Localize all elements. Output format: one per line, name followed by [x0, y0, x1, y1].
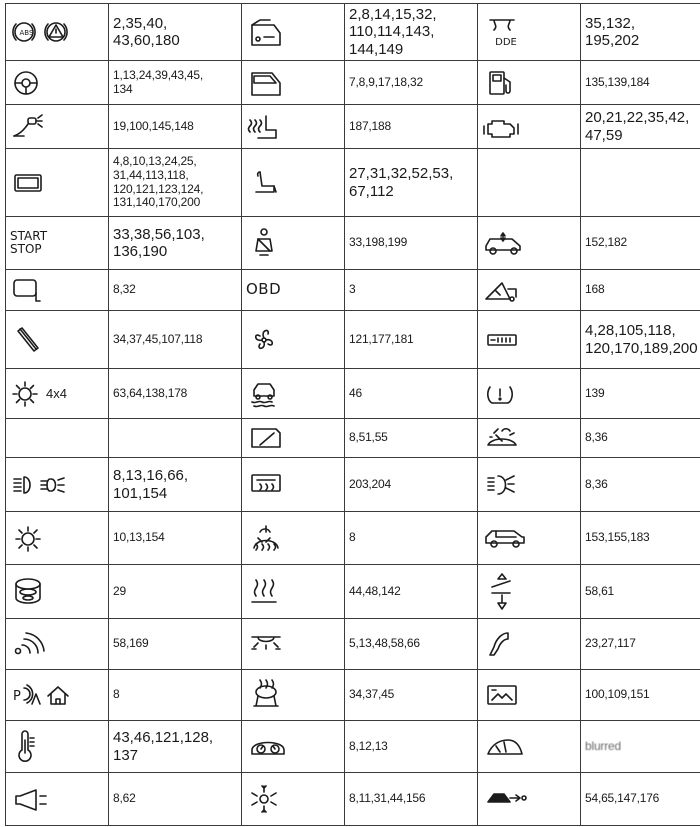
fuse-numbers-cell	[345, 105, 478, 149]
icon-cell	[478, 369, 581, 419]
icon-cell	[478, 149, 581, 217]
heated-seat-icon	[246, 112, 282, 142]
icon-cell	[478, 105, 581, 149]
windshield-washer-icon	[482, 423, 522, 453]
fuse-numbers-cell	[345, 512, 478, 565]
fuse-numbers: 10,13,154	[113, 530, 165, 545]
icon-cell	[242, 217, 345, 270]
car-level-icon	[482, 228, 526, 258]
fuse-numbers: 7,8,9,17,18,32	[349, 74, 423, 89]
fuse-numbers: 135,139,184	[585, 74, 650, 89]
icon-label: 4x4	[46, 386, 67, 401]
wireless-key-icon	[10, 629, 46, 659]
table-row	[6, 270, 700, 311]
fuse-numbers-cell	[109, 105, 242, 149]
icon-cell	[6, 311, 109, 369]
fuse-numbers: 1,13,24,39,43,45, 134	[113, 67, 204, 96]
fuse-numbers: 8,13,16,66, 101,154	[113, 467, 189, 502]
heater-icon	[246, 576, 282, 608]
icon-cell	[478, 217, 581, 270]
icon-cell	[242, 311, 345, 369]
park-distance-home-icon	[10, 680, 80, 710]
fuse-numbers-cell	[109, 458, 242, 512]
start-stop-icon	[10, 230, 47, 255]
table-row	[6, 419, 700, 458]
suv-car-icon	[482, 523, 528, 553]
fuse-numbers: 33,198,199	[349, 235, 408, 250]
icon-cell	[6, 512, 109, 565]
fuel-pump-icon	[482, 68, 518, 98]
fuse-numbers: 121,177,181	[349, 331, 414, 346]
fuse-numbers: 35,132, 195,202	[585, 14, 640, 49]
fuse-numbers: 153,155,183	[585, 530, 650, 545]
abs-brake-warning-icon	[10, 17, 72, 47]
door-open-icon	[246, 17, 286, 47]
wiper-blade-icon	[10, 325, 46, 355]
temperature-icon	[10, 730, 40, 764]
fuse-numbers: 43,46,121,128, 137	[113, 729, 214, 764]
icon-cell	[478, 419, 581, 458]
fuse-numbers: 58,61	[585, 583, 615, 598]
fuse-numbers: 8,36	[585, 476, 608, 491]
fuse-numbers-cell	[109, 369, 242, 419]
fuse-numbers: 2,35,40, 43,60,180	[113, 14, 180, 49]
fuse-numbers: 33,38,56,103, 136,190	[113, 225, 205, 260]
roof-light-icon	[246, 629, 286, 659]
table-row	[6, 149, 700, 217]
fuse-numbers-cell	[581, 458, 700, 512]
fuse-numbers-cell	[345, 270, 478, 311]
fuse-numbers-cell	[109, 419, 242, 458]
fuse-numbers: 8,12,13	[349, 738, 388, 753]
fuse-numbers-cell	[581, 105, 700, 149]
icon-cell	[6, 149, 109, 217]
fuse-numbers: 19,100,145,148	[113, 118, 194, 133]
fuse-numbers-cell	[345, 670, 478, 721]
fuse-numbers-cell	[345, 773, 478, 826]
fuse-numbers-cell	[345, 217, 478, 270]
icon-cell	[242, 512, 345, 565]
fuse-numbers: 44,48,142	[349, 583, 401, 598]
fuse-numbers: 203,204	[349, 476, 391, 491]
fuse-numbers: 20,21,22,35,42, 47,59	[585, 109, 690, 144]
icon-cell	[478, 512, 581, 565]
fuse-numbers-cell	[345, 61, 478, 105]
table-row	[6, 61, 700, 105]
table-row	[6, 721, 700, 773]
icon-cell	[478, 4, 581, 61]
svg-text:ABS: ABS	[19, 29, 34, 37]
phone-handset-icon	[482, 629, 518, 659]
fuse-numbers-cell	[581, 311, 700, 369]
sunroof-icon	[482, 732, 526, 762]
tire-pressure-icon	[482, 379, 518, 409]
svg-text:P: P	[13, 689, 21, 704]
table-row	[6, 217, 700, 270]
table-row	[6, 619, 700, 670]
display-screen-icon	[10, 168, 46, 198]
table-row	[6, 773, 700, 826]
icon-cell	[6, 670, 109, 721]
fuse-numbers: 34,37,45	[349, 687, 395, 702]
fuse-numbers: 46	[349, 385, 362, 400]
fuse-numbers-cell	[581, 369, 700, 419]
fuse-numbers-cell	[345, 565, 478, 619]
fuse-numbers-cell	[109, 217, 242, 270]
fuse-numbers: 23,27,117	[585, 636, 636, 651]
icon-label: START STOP	[10, 229, 48, 256]
fuse-numbers-cell	[581, 149, 700, 217]
fuse-numbers-cell	[581, 512, 700, 565]
icon-cell	[242, 773, 345, 826]
seatbelt-icon	[246, 227, 282, 259]
fuse-numbers: 8,62	[113, 791, 136, 806]
steering-wheel-icon	[10, 68, 46, 98]
fuse-numbers-cell	[581, 4, 700, 61]
fuse-numbers-cell	[345, 419, 478, 458]
fuse-numbers-cell	[581, 565, 700, 619]
fuse-numbers: 63,64,138,178	[113, 385, 188, 400]
fuse-numbers-cell	[345, 619, 478, 670]
heated-washer-icon	[246, 522, 286, 554]
fuse-numbers: 8	[113, 687, 120, 702]
fuse-numbers: 168	[585, 282, 605, 297]
fuse-numbers: 8	[349, 530, 356, 545]
hill-descent-icon	[482, 275, 522, 305]
icon-cell	[6, 619, 109, 670]
fuse-numbers-cell	[581, 270, 700, 311]
table-row	[6, 311, 700, 369]
fuse-numbers: 3	[349, 282, 356, 297]
fuse-numbers: 8,11,31,44,156	[349, 791, 426, 806]
table-row	[6, 565, 700, 619]
table-row	[6, 512, 700, 565]
fan-icon	[246, 324, 282, 356]
fuse-numbers-cell	[109, 619, 242, 670]
fuse-numbers-cell	[581, 670, 700, 721]
fuse-numbers-cell	[109, 670, 242, 721]
fuse-allocation-table	[5, 3, 700, 826]
fuse-numbers-cell	[581, 773, 700, 826]
dde-glow-plug-icon	[482, 16, 522, 49]
wiper-washer-nozzle-icon	[10, 112, 46, 142]
fuse-numbers: 8,51,55	[349, 430, 388, 445]
fuse-numbers-cell	[345, 721, 478, 773]
horn-icon	[10, 784, 50, 814]
icon-cell	[6, 217, 109, 270]
obd-icon	[246, 281, 281, 299]
fuse-numbers-cell	[581, 419, 700, 458]
fuse-numbers-cell	[109, 311, 242, 369]
icon-cell	[478, 61, 581, 105]
mirror-icon	[10, 275, 46, 305]
table-row	[6, 670, 700, 721]
fuse-numbers-cell	[109, 149, 242, 217]
heated-steering-icon	[246, 678, 286, 712]
fuse-numbers: 187,188	[349, 118, 391, 133]
fuse-numbers: 2,8,14,15,32, 110,114,143, 144,149	[349, 6, 437, 58]
four-wheel-drive-icon	[10, 379, 40, 409]
icon-cell	[6, 105, 109, 149]
fuse-numbers: 4,28,105,118, 120,170,189,200	[585, 322, 698, 357]
icon-cell	[6, 270, 109, 311]
icon-cell	[242, 419, 345, 458]
instrument-cluster-icon	[246, 732, 290, 762]
interior-light-icon	[10, 523, 46, 553]
fuse-numbers-cell	[109, 4, 242, 61]
headlight-fog-icon	[10, 470, 80, 500]
fuse-numbers: 8,36	[585, 430, 608, 445]
icon-cell	[6, 419, 109, 458]
rear-defrost-icon	[246, 470, 286, 500]
fuse-numbers-cell	[345, 149, 478, 217]
fuse-numbers: 139	[585, 385, 605, 400]
icon-cell	[6, 4, 109, 61]
icon-cell	[478, 270, 581, 311]
door-lock-arrows-icon	[482, 571, 522, 613]
fuse-numbers: 34,37,45,107,118	[113, 331, 203, 346]
icon-cell	[242, 105, 345, 149]
radio-unit-icon	[482, 325, 522, 355]
icon-label: OBD	[246, 279, 282, 298]
icon-cell	[478, 458, 581, 512]
door-window-icon	[246, 68, 286, 98]
tow-hitch-icon	[482, 784, 530, 814]
fuse-numbers: 100,109,151	[585, 687, 650, 702]
blurred-fuse-numbers: blurred	[585, 738, 621, 753]
icon-cell	[478, 721, 581, 773]
table-row	[6, 369, 700, 419]
icon-label: DDE	[495, 36, 517, 48]
icon-cell	[242, 670, 345, 721]
icon-cell	[6, 458, 109, 512]
navigation-monitor-icon	[482, 680, 522, 710]
fuse-numbers-cell	[581, 721, 700, 773]
fuse-numbers-cell	[109, 721, 242, 773]
climate-snowflake-icon	[246, 783, 282, 815]
fuse-numbers-cell	[109, 565, 242, 619]
fuse-numbers-cell	[345, 458, 478, 512]
fuse-numbers-cell	[109, 773, 242, 826]
fuse-numbers-cell	[109, 512, 242, 565]
table-row	[6, 458, 700, 512]
fuse-numbers: 27,31,32,52,53, 67,112	[349, 165, 454, 200]
icon-cell	[478, 773, 581, 826]
icon-cell	[242, 458, 345, 512]
icon-cell	[242, 369, 345, 419]
icon-cell	[478, 311, 581, 369]
fuse-numbers-cell	[345, 311, 478, 369]
fuse-numbers: 8,32	[113, 282, 136, 297]
table-row	[6, 105, 700, 149]
headlight-washer-icon	[482, 470, 522, 500]
fuse-numbers: 29	[113, 583, 126, 598]
icon-cell	[478, 619, 581, 670]
icon-cell	[242, 619, 345, 670]
icon-cell	[242, 721, 345, 773]
fuse-numbers-cell	[345, 4, 478, 61]
icon-cell	[6, 369, 109, 419]
seat-icon	[246, 168, 282, 198]
icon-cell	[242, 149, 345, 217]
fuse-numbers: 58,169	[113, 636, 149, 651]
fuse-numbers: 54,65,147,176	[585, 791, 660, 806]
icon-cell	[242, 270, 345, 311]
icon-cell	[6, 61, 109, 105]
rear-wiper-icon	[246, 423, 286, 453]
icon-cell	[6, 565, 109, 619]
icon-cell	[6, 721, 109, 773]
engine-check-icon	[482, 112, 522, 142]
fuse-numbers-cell	[581, 619, 700, 670]
speaker-icon	[10, 576, 46, 608]
icon-cell	[242, 4, 345, 61]
fuse-numbers-cell	[109, 270, 242, 311]
fuse-numbers-cell	[109, 61, 242, 105]
icon-cell	[242, 565, 345, 619]
icon-cell	[478, 670, 581, 721]
fuse-numbers: 5,13,48,58,66	[349, 636, 420, 651]
icon-cell	[6, 773, 109, 826]
icon-cell	[478, 565, 581, 619]
fuse-numbers-cell	[345, 369, 478, 419]
icon-cell	[242, 61, 345, 105]
fuse-numbers: 4,8,10,13,24,25, 31,44,113,118, 120,121,123,124, 131,140,170,200	[113, 153, 204, 210]
fuse-numbers-cell	[581, 61, 700, 105]
fuse-numbers-cell	[581, 217, 700, 270]
stability-control-icon	[246, 378, 282, 410]
table-row	[6, 4, 700, 61]
fuse-numbers: 152,182	[585, 235, 627, 250]
